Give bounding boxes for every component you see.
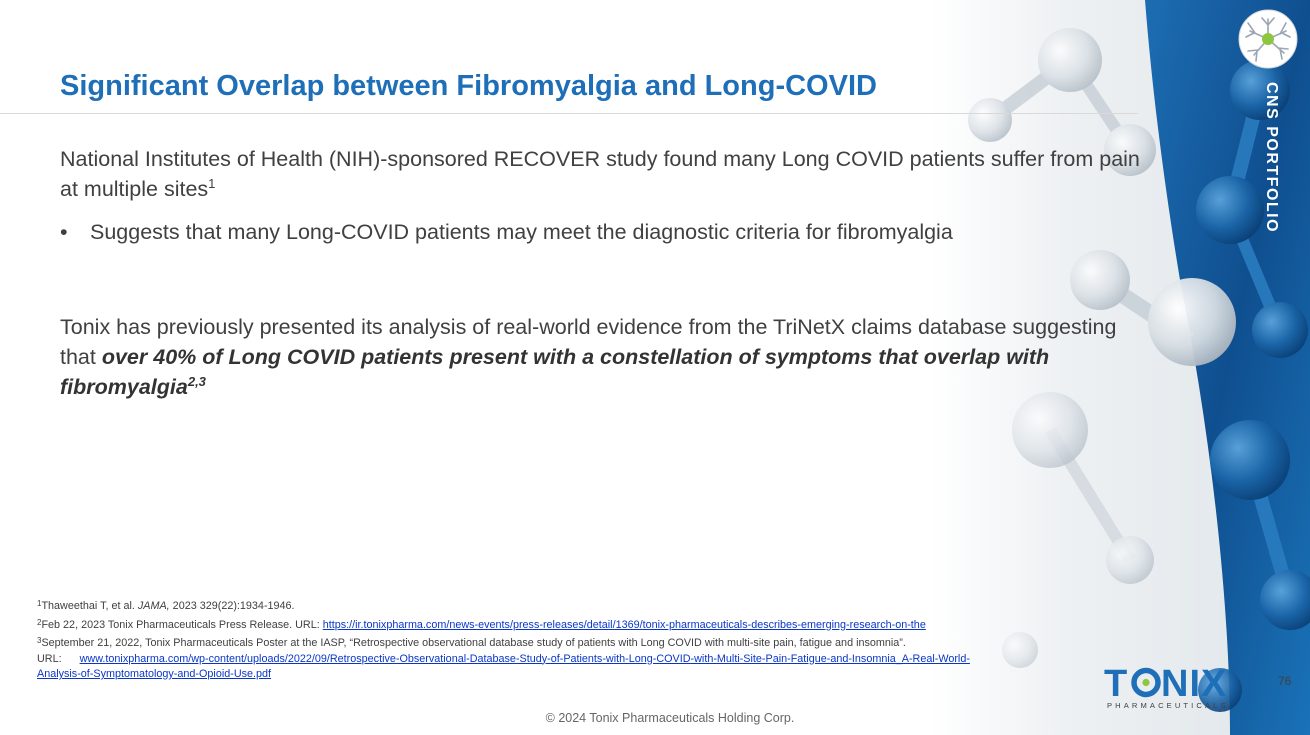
footnote-3-number: 3: [37, 636, 42, 645]
footnote-3-url-cont: [37, 667, 1087, 683]
footnote-2-number: 2: [37, 617, 42, 627]
footnote-3-link-cont[interactable]: Analysis-of-Symptomatology-and-Opioid-Use.pdf: [37, 668, 272, 680]
footnote-2: [37, 615, 1087, 634]
footnote-3: [37, 633, 1087, 652]
paragraph-trinetx-emphasis: over 40% of Long COVID patients present with a constellation of symptoms that overlap with fibromyalgia: [60, 345, 1050, 399]
logo-letter-t: T: [1104, 664, 1128, 705]
logo-tagline: PHARMACEUTICALS: [1107, 701, 1229, 710]
footnote-1-journal: JAMA,: [137, 600, 170, 612]
footnote-3-link[interactable]: www.tonixpharma.com/wp-content/uploads/2022/09/Retrospective-Observational-Database-Study-of-Patients-with-Long-COVID-with-Multi-Site-Pain-Fatigue-and-Insomnia_A-Real-World-: [79, 652, 970, 665]
logo-dot-icon: [1142, 679, 1149, 686]
paragraph-recover-text: National Institutes of Health (NIH)-sponsored RECOVER study found many Long COVID patients suffer from pain at multiple sites: [60, 147, 1140, 201]
footnote-1-citation: 2023 329(22):1934-1946.: [169, 600, 295, 612]
paragraph-recover-study: [60, 144, 1150, 204]
footnote-3-url: [37, 652, 1087, 668]
neuron-badge-icon: [1238, 9, 1298, 69]
reference-2-3: 2,3: [187, 373, 206, 389]
slide-title: Significant Overlap between Fibromyalgia and Long-COVID: [60, 70, 877, 102]
footnote-1: [37, 596, 1087, 615]
bullet-text: Suggests that many Long-COVID patients may meet the diagnostic criteria for fibromyalgia: [90, 220, 953, 244]
footnote-1-number: 1: [37, 599, 42, 608]
bullet-dot: •: [60, 220, 68, 244]
title-divider: [0, 113, 1138, 114]
footnote-2-text: Feb 22, 2023 Tonix Pharmaceuticals Press Release. URL:: [41, 618, 323, 631]
section-label: CNS PORTFOLIO: [1263, 82, 1280, 234]
footnote-3-url-label: URL:: [37, 652, 62, 665]
logo-wordmark-rest: NIX: [1161, 664, 1228, 705]
footnotes: [37, 596, 1087, 683]
page-number: 76: [1278, 674, 1292, 688]
paragraph-trinetx-text: Tonix has previously presented its analysis of real-world evidence from the TriNetX claims database suggesting that: [60, 315, 1117, 369]
footnote-1-text: Thaweethai T, et al.: [41, 600, 138, 612]
footnote-3-text: September 21, 2022, Tonix Pharmaceuticals Poster at the IASP, “Retrospective observational database study of patients with Long COVID with multi-site pain, fatigue and insomnia”.: [41, 637, 906, 649]
paragraph-trinetx: [60, 312, 1150, 402]
copyright: © 2024 Tonix Pharmaceuticals Holding Corp.: [545, 711, 795, 725]
footnote-2-link[interactable]: https://ir.tonixpharma.com/news-events/press-releases/detail/1369/tonix-pharmaceuticals-describes-emerging-research-on-the: [322, 618, 926, 631]
reference-1: 1: [208, 175, 216, 191]
tonix-logo: [1104, 664, 1236, 710]
